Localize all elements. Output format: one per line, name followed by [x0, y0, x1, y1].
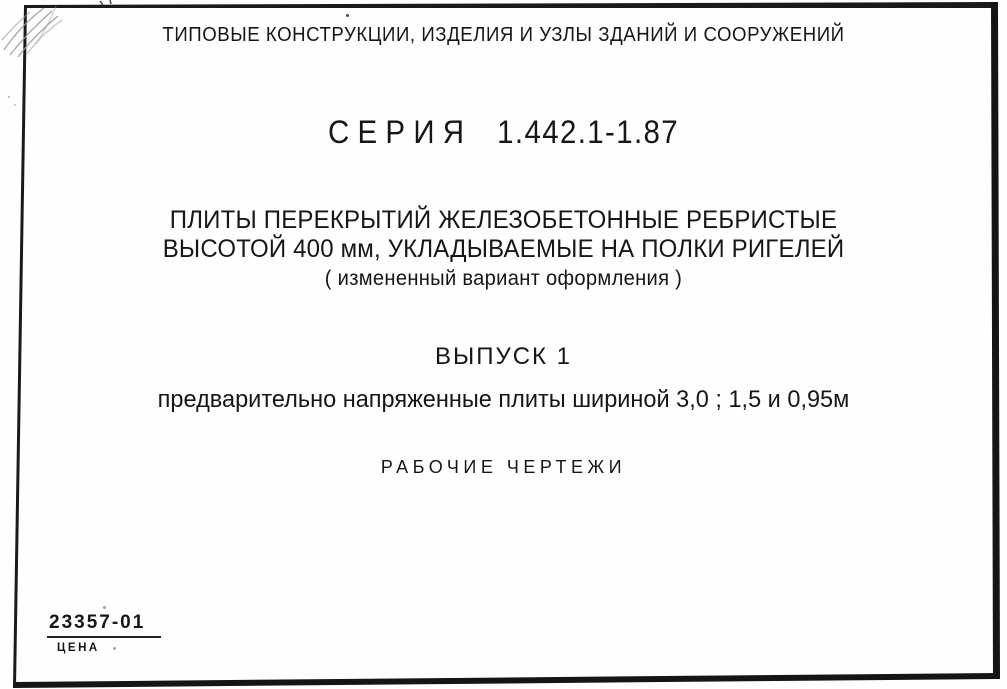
- frame-right-rule: [991, 2, 1000, 679]
- frame-top-rule: [25, 2, 995, 8]
- document-category-header: ТИПОВЫЕ КОНСТРУКЦИИ, ИЗДЕЛИЯ И УЗЛЫ ЗДАНИЙ И СООРУЖЕНИЙ: [162, 24, 845, 46]
- price-label: ЦЕНА: [57, 642, 100, 654]
- scan-speck: [14, 104, 16, 106]
- scan-speck: [103, 606, 106, 609]
- issue-number: ВЫПУСК 1: [434, 343, 573, 370]
- document-type: РАБОЧИЕ ЧЕРТЕЖИ: [380, 457, 627, 477]
- title-line-2: ВЫСОТОЙ 400 мм, УКЛАДЫВАЕМЫЕ НА ПОЛКИ РИГЕЛЕЙ: [162, 235, 845, 263]
- series-title: [40, 114, 966, 151]
- scan-speck: [8, 96, 10, 98]
- title-line-1: ПЛИТЫ ПЕРЕКРЫТИЙ ЖЕЛЕЗОБЕТОННЫЕ РЕБРИСТЫЕ: [169, 206, 838, 234]
- document-title: [20, 206, 987, 293]
- frame-bottom-rule: [13, 673, 997, 688]
- scan-speck: [346, 14, 349, 17]
- series-number: 1.442.1-1.87: [497, 114, 680, 150]
- issue-subtitle: предварительно напряженные плиты шириной 3,0 ; 1,5 и 0,95м: [157, 386, 850, 413]
- ink-ticks: [100, 0, 111, 5]
- reference-number: 23357-01: [47, 612, 161, 638]
- series-label: СЕРИЯ: [327, 114, 473, 150]
- title-line-3: ( измененный вариант оформления ): [324, 267, 683, 290]
- reference-block: [47, 612, 161, 654]
